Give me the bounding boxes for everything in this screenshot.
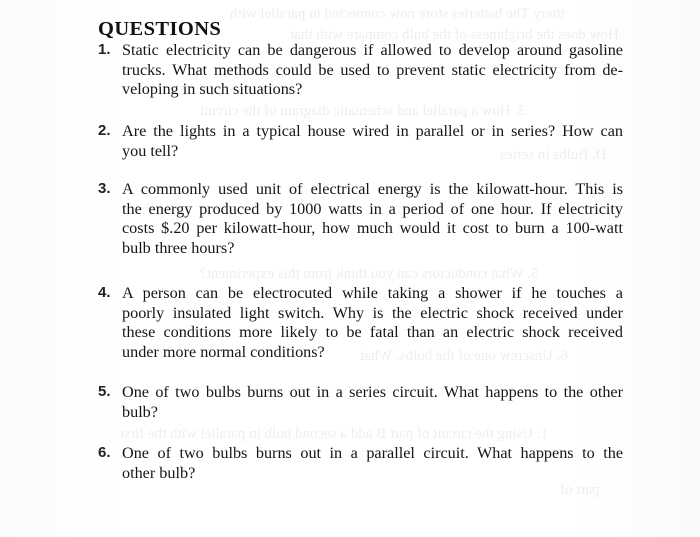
show-through-text: 1. Using the circuit of part B add a second bulb in parallel with the first: [120, 426, 549, 442]
question-number: 1.: [98, 41, 111, 58]
question-text: [122, 122, 623, 161]
question-line: A commonly used unit of electrical energy is the kilowatt-hour. This is: [122, 180, 623, 198]
question-text: [122, 444, 623, 483]
show-through-text: 5. What conductors can you think from this experiment?: [200, 266, 539, 282]
question-line: Static electricity can be dangerous if allowed to develop around gasoline: [122, 41, 623, 59]
question-line: bulb three hours?: [122, 238, 235, 257]
question-number: 6.: [98, 444, 111, 461]
question-line: poorly insulated light switch. Why is the electric shock received under: [122, 303, 623, 322]
question-3: [98, 180, 623, 258]
question-line: One of two bulbs burns out in a series circuit. What happens to the other: [122, 383, 623, 401]
question-text: [122, 284, 623, 362]
show-through-text: D. Bulbs in series: [500, 147, 607, 163]
question-number: 5.: [98, 383, 111, 400]
question-1: [98, 41, 623, 100]
question-6: [98, 444, 623, 483]
question-line: One of two bulbs burns out in a parallel circuit. What happens to the: [122, 444, 623, 462]
question-5: [98, 383, 623, 422]
question-line: bulb?: [122, 402, 158, 421]
question-line: these conditions more likely to be fatal than an electric shock received: [122, 323, 623, 341]
show-through-text: tttery The batteries store now connected in parallel with: [230, 6, 565, 22]
question-line: the energy produced by 1000 watts in a period of one hour. If electricity: [122, 199, 623, 218]
question-text: [122, 383, 623, 422]
question-line: trucks. What methods could be used to prevent static electricity from de-: [122, 60, 623, 79]
question-line: other bulb?: [122, 463, 196, 482]
show-through-text: 6. Unscrew one of the bulbs. What: [360, 348, 569, 364]
question-line: veloping in such situations?: [122, 80, 303, 98]
question-text: [122, 41, 623, 100]
question-number: 4.: [98, 284, 111, 301]
show-through-text: 3. How a parallel and schematic diagram of the circuit: [200, 103, 526, 119]
section-heading: QUESTIONS: [98, 18, 222, 40]
show-through-text: How does the brightness of the bulb compare with that: [290, 27, 619, 43]
question-line: under more normal conditions?: [122, 342, 325, 361]
question-text: [122, 180, 623, 258]
question-2: [98, 122, 623, 161]
question-line: costs $.20 per kilowatt-hour, how much would it cost to burn a 100-watt: [122, 219, 623, 237]
question-line: A person can be electrocuted while taking a shower if he touches a: [122, 284, 623, 302]
question-4: [98, 284, 623, 362]
question-number: 2.: [98, 122, 111, 139]
question-line: you tell?: [122, 141, 179, 160]
question-number: 3.: [98, 180, 111, 197]
question-line: Are the lights in a typical house wired in parallel or in series? How can: [122, 122, 623, 140]
show-through-text: part of: [560, 482, 600, 498]
